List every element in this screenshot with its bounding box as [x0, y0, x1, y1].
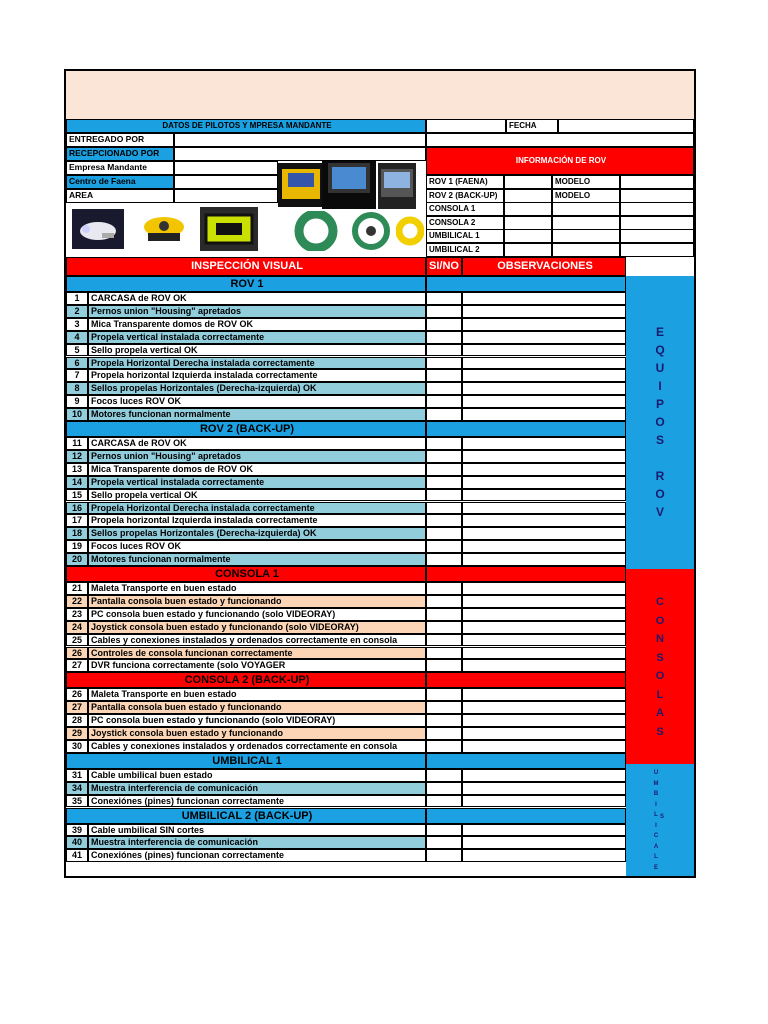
section-title: UMBILICAL 2 (BACK-UP): [66, 808, 426, 824]
yes-no-cell[interactable]: [426, 727, 462, 740]
observation-cell[interactable]: [462, 769, 626, 782]
umbilical-photo-1: [288, 211, 344, 251]
observation-cell[interactable]: [462, 292, 626, 305]
rov-info-model-value[interactable]: [620, 216, 694, 230]
yes-no-cell[interactable]: [426, 608, 462, 621]
table-row: [66, 740, 626, 753]
observation-cell[interactable]: [462, 382, 626, 395]
yes-no-cell[interactable]: [426, 688, 462, 701]
item-text: PC consola buen estado y funcionando (solo VIDEORAY): [88, 608, 426, 621]
item-text: Propela vertical instalada correctamente: [88, 331, 426, 344]
item-number: 12: [66, 450, 88, 463]
yes-no-cell[interactable]: [426, 344, 462, 357]
table-row: [66, 769, 626, 782]
section-title: CONSOLA 1: [66, 566, 426, 582]
table-row: [66, 502, 626, 515]
observation-cell[interactable]: [462, 634, 626, 647]
section-title: ROV 1: [66, 276, 426, 292]
rov-info-model-label: [552, 229, 620, 243]
item-number: 10: [66, 408, 88, 421]
side-label-letter: L: [654, 854, 658, 860]
yes-no-cell[interactable]: [426, 740, 462, 753]
table-row: [66, 357, 626, 370]
observation-cell[interactable]: [462, 463, 626, 476]
console-photo-2: [322, 157, 376, 209]
item-text: Maleta Transporte en buen estado: [88, 582, 426, 595]
side-label-umbilicales-s: S: [660, 814, 665, 820]
item-number: 4: [66, 331, 88, 344]
item-number: 9: [66, 395, 88, 408]
side-label-letter: E: [655, 325, 664, 339]
observation-cell[interactable]: [462, 437, 626, 450]
section-title: ROV 2 (BACK-UP): [66, 421, 426, 437]
side-label-letter: V: [655, 505, 664, 519]
item-text: Cables y conexiones instalados y ordenados correctamente en consola: [88, 634, 426, 647]
console-photo-3: [378, 163, 416, 209]
rov-info-value[interactable]: [504, 175, 552, 189]
yes-no-cell[interactable]: [426, 659, 462, 672]
item-text: Sellos propelas Horizontales (Derecha-izquierda) OK: [88, 382, 426, 395]
item-text: Muestra interferencia de comunicación: [88, 782, 426, 795]
rov-info-model-label: [552, 243, 620, 257]
table-row: [66, 437, 626, 450]
yes-no-cell[interactable]: [426, 489, 462, 502]
observation-cell[interactable]: [462, 824, 626, 837]
observation-cell[interactable]: [462, 647, 626, 660]
table-row: [66, 647, 626, 660]
observation-cell[interactable]: [462, 740, 626, 753]
side-label-letter: L: [654, 812, 658, 818]
item-number: 5: [66, 344, 88, 357]
side-label-letter: P: [655, 397, 664, 411]
item-number: 34: [66, 782, 88, 795]
item-number: 14: [66, 476, 88, 489]
rov-info-value[interactable]: [504, 216, 552, 230]
side-label-letter: N: [656, 633, 664, 645]
yes-no-cell[interactable]: [426, 463, 462, 476]
umbilical-photo-3: [396, 211, 424, 251]
rov-info-value[interactable]: [504, 202, 552, 216]
side-label-letter: U: [653, 770, 659, 776]
rov-info-value[interactable]: [504, 229, 552, 243]
yes-no-cell[interactable]: [426, 476, 462, 489]
observation-cell[interactable]: [462, 408, 626, 421]
umbilical-photo-2: [346, 211, 396, 251]
observation-cell[interactable]: [462, 502, 626, 515]
item-number: 28: [66, 714, 88, 727]
date-label: FECHA: [506, 119, 558, 133]
pilot-data-title: DATOS DE PILOTOS Y MPRESA MANDANTE: [66, 119, 426, 133]
observation-cell[interactable]: [462, 527, 626, 540]
yes-no-cell[interactable]: [426, 357, 462, 370]
table-row: [66, 489, 626, 502]
field-label: ENTREGADO POR: [66, 133, 174, 147]
table-row: [66, 553, 626, 566]
table-row: [66, 331, 626, 344]
table-row: [66, 382, 626, 395]
rov-photo-white: [72, 209, 124, 249]
yes-no-cell[interactable]: [426, 782, 462, 795]
item-text: Propela Horizontal Derecha instalada correctamente: [88, 502, 426, 515]
observation-cell[interactable]: [462, 489, 626, 502]
side-label-letter: O: [655, 415, 665, 429]
observation-cell[interactable]: [462, 795, 626, 808]
observation-cell[interactable]: [462, 688, 626, 701]
rov-info-label: UMBILICAL 2: [426, 243, 504, 257]
item-text: Focos luces ROV OK: [88, 540, 426, 553]
side-label-letter: U: [655, 361, 665, 375]
side-label-umbilicales: [646, 768, 666, 873]
observation-cell[interactable]: [462, 450, 626, 463]
rov-info-value[interactable]: [504, 243, 552, 257]
section-title: CONSOLA 2 (BACK-UP): [66, 672, 426, 688]
rov-info-model-label: MODELO: [552, 175, 620, 189]
item-text: Pantalla consola buen estado y funcionando: [88, 701, 426, 714]
item-text: Mica Transparente domos de ROV OK: [88, 463, 426, 476]
yes-no-cell[interactable]: [426, 502, 462, 515]
item-number: 24: [66, 621, 88, 634]
side-label-letter: I: [658, 379, 662, 393]
observation-cell[interactable]: [462, 582, 626, 595]
rov-info-label: UMBILICAL 1: [426, 229, 504, 243]
rov-info-model-label: [552, 216, 620, 230]
item-text: Sellos propelas Horizontales (Derecha-izquierda) OK: [88, 527, 426, 540]
item-text: Cable umbilical SIN cortes: [88, 824, 426, 837]
observation-cell[interactable]: [462, 701, 626, 714]
side-label-letter: A: [653, 843, 659, 850]
side-label-consolas: [650, 593, 670, 741]
field-value[interactable]: [174, 147, 426, 161]
item-text: Cable umbilical buen estado: [88, 769, 426, 782]
item-text: Joystick consola buen estado y funcionando: [88, 727, 426, 740]
item-text: Maleta Transporte en buen estado: [88, 688, 426, 701]
item-text: Controles de consola funcionan correctamente: [88, 647, 426, 660]
item-number: 2: [66, 305, 88, 318]
observation-cell[interactable]: [462, 514, 626, 527]
section-title-fill: [426, 672, 626, 688]
item-text: Conexiónes (pines) funcionan correctamente: [88, 849, 426, 862]
title-band: [66, 71, 694, 119]
table-row: [66, 527, 626, 540]
yes-no-cell[interactable]: [426, 634, 462, 647]
field-label: Empresa Mandante: [66, 161, 174, 175]
item-number: 21: [66, 582, 88, 595]
table-row: [66, 782, 626, 795]
item-number: 17: [66, 514, 88, 527]
field-label: AREA: [66, 189, 174, 203]
section-title-fill: [426, 808, 626, 824]
yes-no-cell[interactable]: [426, 514, 462, 527]
side-label-letter: B: [653, 791, 659, 797]
item-number: 3: [66, 318, 88, 331]
yes-no-cell[interactable]: [426, 292, 462, 305]
table-row: [66, 514, 626, 527]
yes-no-cell[interactable]: [426, 540, 462, 553]
yes-no-header: SI/NO: [426, 257, 462, 276]
yes-no-cell[interactable]: [426, 714, 462, 727]
item-text: Pantalla consola buen estado y funcionando: [88, 595, 426, 608]
observation-cell[interactable]: [462, 621, 626, 634]
item-number: 19: [66, 540, 88, 553]
item-number: 6: [66, 357, 88, 370]
side-label-letter: L: [656, 688, 664, 701]
section-title: UMBILICAL 1: [66, 753, 426, 769]
item-number: 31: [66, 769, 88, 782]
side-label-letter: M: [653, 780, 659, 787]
side-label-letter: O: [655, 670, 665, 682]
yes-no-cell[interactable]: [426, 553, 462, 566]
item-number: 13: [66, 463, 88, 476]
table-row: [66, 369, 626, 382]
item-text: Propela horizontal Izquierda instalada correctamente: [88, 514, 426, 527]
table-row: [66, 408, 626, 421]
rov-info-model-value[interactable]: [620, 229, 694, 243]
side-label-letter: S: [655, 433, 664, 447]
yes-no-cell[interactable]: [426, 369, 462, 382]
yes-no-cell[interactable]: [426, 849, 462, 862]
item-text: Cables y conexiones instalados y ordenados correctamente en consola: [88, 740, 426, 753]
rov-info-value[interactable]: [504, 189, 552, 203]
table-row: [66, 836, 626, 849]
item-text: Motores funcionan normalmente: [88, 553, 426, 566]
item-number: 15: [66, 489, 88, 502]
table-row: [66, 395, 626, 408]
observation-cell[interactable]: [462, 608, 626, 621]
observation-cell[interactable]: [462, 727, 626, 740]
table-row: [66, 849, 626, 862]
yes-no-cell[interactable]: [426, 836, 462, 849]
yes-no-cell[interactable]: [426, 331, 462, 344]
table-row: [66, 476, 626, 489]
item-number: 18: [66, 527, 88, 540]
item-text: DVR funciona correctamente (solo VOYAGER: [88, 659, 426, 672]
item-number: 27: [66, 701, 88, 714]
side-label-letter: I: [655, 801, 657, 808]
field-value[interactable]: [174, 189, 278, 203]
rov-info-label: ROV 2 (BACK-UP): [426, 189, 504, 203]
table-row: [66, 450, 626, 463]
yes-no-cell[interactable]: [426, 595, 462, 608]
side-label-equipos_rov: [650, 323, 670, 521]
table-row: [66, 540, 626, 553]
yes-no-cell[interactable]: [426, 701, 462, 714]
side-label-letter: E: [653, 864, 658, 871]
item-text: Propela horizontal Izquierda instalada correctamente: [88, 369, 426, 382]
item-number: 26: [66, 647, 88, 660]
table-row: [66, 714, 626, 727]
item-text: CARCASA de ROV OK: [88, 437, 426, 450]
table-row: [66, 344, 626, 357]
header-blank-row: [426, 133, 694, 147]
yes-no-cell[interactable]: [426, 395, 462, 408]
item-text: Propela vertical instalada correctamente: [88, 476, 426, 489]
section-title-fill: [426, 753, 626, 769]
item-number: 30: [66, 740, 88, 753]
section-title-fill: [426, 566, 626, 582]
yes-no-cell[interactable]: [426, 647, 462, 660]
side-label-letter: R: [655, 469, 665, 483]
observation-cell[interactable]: [462, 318, 626, 331]
observation-cell[interactable]: [462, 369, 626, 382]
item-text: Motores funcionan normalmente: [88, 408, 426, 421]
yes-no-cell[interactable]: [426, 795, 462, 808]
observation-cell[interactable]: [462, 836, 626, 849]
table-row: [66, 659, 626, 672]
rov-photo-yellow: [136, 209, 191, 249]
table-row: [66, 305, 626, 318]
item-number: 29: [66, 727, 88, 740]
side-label-letter: O: [655, 614, 665, 627]
yes-no-cell[interactable]: [426, 382, 462, 395]
item-number: 8: [66, 382, 88, 395]
item-text: Mica Transparente domos de ROV OK: [88, 318, 426, 331]
item-text: Joystick consola buen estado y funcionando (solo VIDEORAY): [88, 621, 426, 634]
side-label-letter: C: [653, 833, 659, 839]
item-text: Propela Horizontal Derecha instalada correctamente: [88, 357, 426, 370]
yes-no-cell[interactable]: [426, 769, 462, 782]
table-row: [66, 621, 626, 634]
inspection-sheet: [64, 69, 696, 878]
rov-info-model-label: [552, 202, 620, 216]
table-row: [66, 318, 626, 331]
item-number: 27: [66, 659, 88, 672]
field-label: Centro de Faena: [66, 175, 174, 189]
date-field[interactable]: [558, 119, 694, 133]
observation-cell[interactable]: [462, 395, 626, 408]
table-row: [66, 634, 626, 647]
item-number: 26: [66, 688, 88, 701]
side-label-letter: I: [655, 822, 657, 829]
item-number: 35: [66, 795, 88, 808]
side-label-letter: O: [655, 487, 665, 501]
field-value[interactable]: [174, 161, 278, 175]
rov-info-label: CONSOLA 2: [426, 216, 504, 230]
item-text: PC consola buen estado y funcionando (solo VIDEORAY): [88, 714, 426, 727]
item-text: Pernos union "Housing" apretados: [88, 450, 426, 463]
observation-cell[interactable]: [462, 659, 626, 672]
item-number: 39: [66, 824, 88, 837]
observation-cell[interactable]: [462, 344, 626, 357]
yes-no-cell[interactable]: [426, 450, 462, 463]
yes-no-cell[interactable]: [426, 305, 462, 318]
field-label: RECEPCIONADO POR: [66, 147, 174, 161]
side-label-letter: S: [656, 651, 664, 664]
table-row: [66, 582, 626, 595]
field-value[interactable]: [174, 133, 426, 147]
observation-cell[interactable]: [462, 849, 626, 862]
console-photo-1: [278, 163, 324, 207]
section-title-fill: [426, 276, 626, 292]
field-value[interactable]: [174, 175, 278, 189]
rov-info-label: ROV 1 (FAENA): [426, 175, 504, 189]
observation-cell[interactable]: [462, 331, 626, 344]
table-row: [66, 824, 626, 837]
yes-no-cell[interactable]: [426, 408, 462, 421]
observation-cell[interactable]: [462, 305, 626, 318]
rov-info-label: CONSOLA 1: [426, 202, 504, 216]
rov-info-model-value[interactable]: [620, 189, 694, 203]
item-number: 11: [66, 437, 88, 450]
item-number: 7: [66, 369, 88, 382]
side-label-letter: Q: [655, 343, 665, 357]
yes-no-cell[interactable]: [426, 582, 462, 595]
item-number: 20: [66, 553, 88, 566]
inspection-header: INSPECCIÓN VISUAL: [66, 257, 426, 276]
table-row: [66, 595, 626, 608]
table-row: [66, 463, 626, 476]
item-number: 25: [66, 634, 88, 647]
section-title-fill: [426, 421, 626, 437]
yes-no-cell[interactable]: [426, 437, 462, 450]
rov-info-title: INFORMACIÓN DE ROV: [426, 147, 694, 175]
side-label-letter: S: [656, 725, 664, 738]
rov-info-model-value[interactable]: [620, 175, 694, 189]
observation-cell[interactable]: [462, 595, 626, 608]
table-row: [66, 795, 626, 808]
yes-no-cell[interactable]: [426, 318, 462, 331]
item-number: 40: [66, 836, 88, 849]
observation-cell[interactable]: [462, 476, 626, 489]
item-text: Pernos union "Housing" apretados: [88, 305, 426, 318]
yes-no-cell[interactable]: [426, 527, 462, 540]
rov-photo-cage: [200, 207, 258, 251]
item-number: 1: [66, 292, 88, 305]
item-number: 23: [66, 608, 88, 621]
observation-cell[interactable]: [462, 553, 626, 566]
rov-info-model-value[interactable]: [620, 243, 694, 257]
item-text: Muestra interferencia de comunicación: [88, 836, 426, 849]
table-row: [66, 701, 626, 714]
item-text: Conexiónes (pines) funcionan correctamente: [88, 795, 426, 808]
side-label-letter: A: [656, 707, 664, 719]
table-row: [66, 608, 626, 621]
table-row: [66, 292, 626, 305]
observation-cell[interactable]: [462, 782, 626, 795]
item-number: 22: [66, 595, 88, 608]
rov-info-model-value[interactable]: [620, 202, 694, 216]
rov-info-model-label: MODELO: [552, 189, 620, 203]
item-number: 41: [66, 849, 88, 862]
yes-no-cell[interactable]: [426, 621, 462, 634]
header-spacer: [426, 119, 506, 133]
observation-cell[interactable]: [462, 714, 626, 727]
side-label-letter: C: [656, 596, 664, 608]
table-row: [66, 688, 626, 701]
item-text: Sello propela vertical OK: [88, 489, 426, 502]
item-text: CARCASA de ROV OK: [88, 292, 426, 305]
table-row: [66, 727, 626, 740]
observation-cell[interactable]: [462, 357, 626, 370]
item-number: 16: [66, 502, 88, 515]
item-text: Sello propela vertical OK: [88, 344, 426, 357]
observations-header: OBSERVACIONES: [462, 257, 626, 276]
yes-no-cell[interactable]: [426, 824, 462, 837]
item-text: Focos luces ROV OK: [88, 395, 426, 408]
observation-cell[interactable]: [462, 540, 626, 553]
